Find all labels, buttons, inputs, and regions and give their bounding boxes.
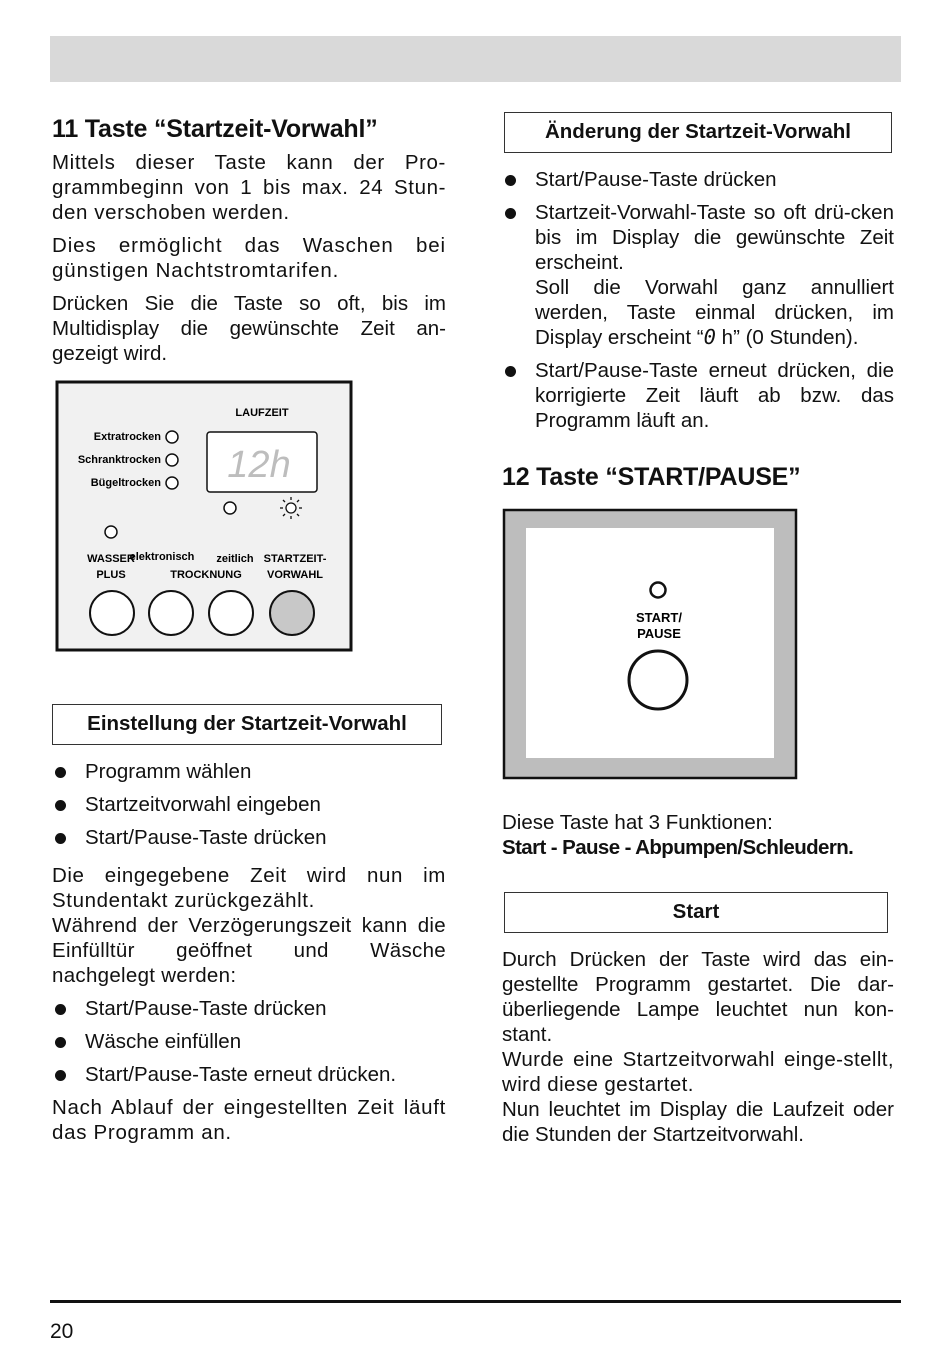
wasser-plus-button[interactable]: [90, 591, 134, 635]
step2-text-b: [535, 275, 894, 350]
list-item: Programm wählen: [52, 759, 446, 784]
mode-lamp-schranktrocken: [166, 454, 178, 466]
delay-paragraph: Während der Verzögerungszeit kann die Einfülltür geöffnet und Wäsche nachgelegt werden:: [52, 914, 446, 987]
mode-lamp-extratrocken: [166, 431, 178, 443]
wasser-plus-lamp: [105, 526, 117, 538]
list-item: Start/Pause-Taste erneut drücken, die korrigierte Zeit läuft ab bzw. das Programm läuft an.: [502, 358, 894, 433]
elektronisch-label: elektronisch: [129, 551, 195, 563]
page-number: 20: [50, 1320, 74, 1343]
start-pause-illustration: [502, 508, 800, 782]
startzeit-vorwahl-button[interactable]: [270, 591, 314, 635]
intro-paragraph-3: Drücken Sie die Taste so oft, bis im Multidisplay die gewünschte Zeit an-gezeigt wird.: [52, 292, 446, 365]
countdown-paragraph: Die eingegebene Zeit wird nun im Stundentakt zurückgezählt.: [52, 864, 446, 912]
functions-line: Diese Taste hat 3 Funktionen:: [502, 811, 773, 834]
control-panel-illustration: [55, 380, 355, 654]
start-paragraph-1: Durch Drücken der Taste wird das ein-gestellte Programm gestartet. Die dar-überliegende Lampe leuchtet nun kon-stant.: [502, 948, 894, 1046]
section-heading-startzeit: 11 Taste “Startzeit-Vorwahl”: [52, 115, 378, 143]
start-pause-button[interactable]: [629, 651, 687, 709]
laufzeit-label: LAUFZEIT: [235, 407, 289, 419]
step2-text-c: h” (0 Stunden).: [715, 326, 859, 349]
startzeit-label: STARTZEIT-: [263, 553, 327, 565]
start-paragraph-2: Wurde eine Startzeitvorwahl einge-stellt, wird diese gestartet.: [502, 1048, 894, 1096]
list-item: Wäsche einfüllen: [52, 1029, 446, 1054]
plus-label: PLUS: [96, 569, 126, 581]
einstellung-steps: [52, 759, 446, 850]
aenderung-box-heading: Änderung der Startzeit-Vorwahl: [504, 112, 892, 153]
zeitlich-trocknung-button[interactable]: [209, 591, 253, 635]
elektronisch-trocknung-button[interactable]: [149, 591, 193, 635]
start-box-heading: Start: [504, 892, 888, 933]
display-value: 12h: [227, 444, 291, 486]
aenderung-steps: [502, 167, 894, 433]
mode-label-buegeltrocken: Bügeltrocken: [90, 477, 161, 489]
mode-label-extratrocken: Extratrocken: [93, 431, 161, 443]
header-bar: [50, 36, 901, 82]
start-label: START/: [636, 610, 682, 625]
list-item: Startzeitvorwahl eingeben: [52, 792, 446, 817]
step2-text-b-main: Soll die Vorwahl ganz annulliert werden, Taste einmal drücken, im Display erscheint “: [535, 276, 894, 349]
delay-steps: [52, 996, 446, 1087]
zeitlich-label: zeitlich: [216, 553, 254, 565]
wasser-label: WASSER: [87, 553, 135, 565]
mode-label-schranktrocken: Schranktrocken: [77, 454, 161, 466]
section-heading-start-pause: 12 Taste “START/PAUSE”: [502, 463, 801, 491]
functions-bold: Start - Pause - Abpumpen/Schleudern.: [502, 836, 854, 859]
right-column: [502, 112, 894, 1147]
intro-paragraph-1: Mittels dieser Taste kann der Pro-grammbeginn von 1 bis max. 24 Stun-den verschoben werden.: [52, 151, 446, 224]
list-item: Start/Pause-Taste drücken: [502, 167, 894, 192]
start-paragraph-3: Nun leuchtet im Display die Laufzeit oder die Stunden der Startzeitvorwahl.: [502, 1098, 894, 1146]
footer-rule: [50, 1300, 901, 1303]
mode-lamp-buegeltrocken: [166, 477, 178, 489]
pause-label: PAUSE: [637, 626, 681, 641]
step2-text-a: Startzeit-Vorwahl-Taste so oft drü-cken bis im Display die gewünschte Zeit erscheint.: [535, 201, 894, 274]
end-paragraph: Nach Ablauf der eingestellten Zeit läuft das Programm an.: [52, 1096, 446, 1144]
display-lamp: [224, 502, 236, 514]
trocknung-label: TROCKNUNG: [170, 569, 242, 581]
start-pause-lamp: [651, 583, 666, 598]
left-column: [52, 112, 446, 1145]
intro-paragraph-2: Dies ermöglicht das Waschen bei günstigen Nachtstromtarifen.: [52, 234, 446, 282]
vorwahl-label: VORWAHL: [266, 569, 324, 581]
list-item: [502, 200, 894, 350]
list-item: Start/Pause-Taste drücken: [52, 825, 446, 850]
list-item: Start/Pause-Taste erneut drücken.: [52, 1062, 446, 1087]
list-item: Start/Pause-Taste drücken: [52, 996, 446, 1021]
einstellung-box-heading: Einstellung der Startzeit-Vorwahl: [52, 704, 442, 745]
display-zero-glyph: 0: [703, 325, 716, 349]
